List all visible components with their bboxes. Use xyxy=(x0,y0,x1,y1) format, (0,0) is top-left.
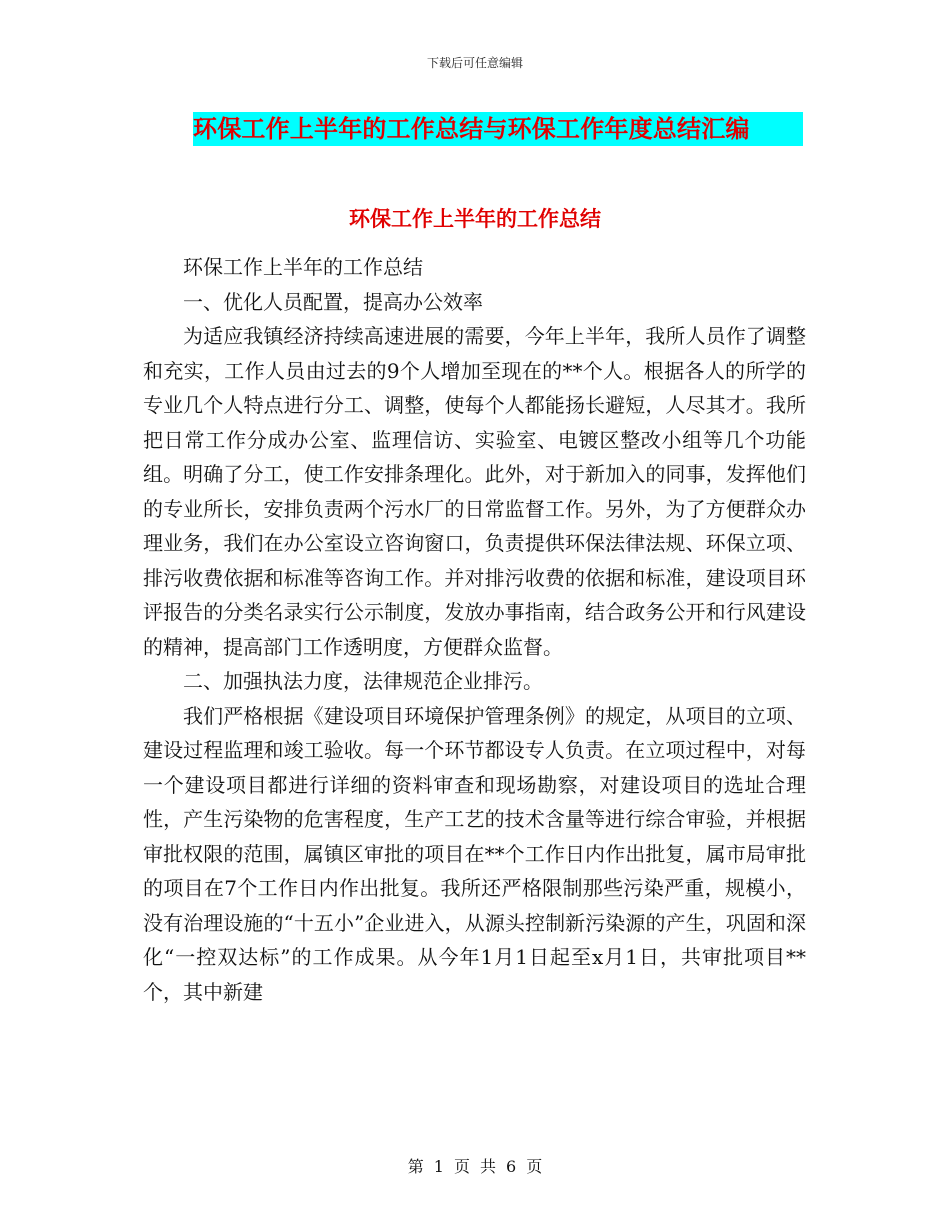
paragraph-section-2: 二、加强执法力度，法律规范企业排污。 xyxy=(183,669,543,693)
footer-total-prefix: 共 xyxy=(480,1157,497,1176)
paragraph-heading: 环保工作上半年的工作总结 xyxy=(183,255,423,279)
section-title: 环保工作上半年的工作总结 xyxy=(349,206,601,231)
header-note: 下载后可任意编辑 xyxy=(426,56,523,70)
footer-page-unit: 页 xyxy=(453,1157,470,1176)
page-footer xyxy=(0,1154,950,1177)
footer-prefix: 第 xyxy=(407,1157,424,1176)
paragraph-body-1: 为适应我镇经济持续高速进展的需要，今年上半年，我所人员作了调整和充实，工作人员由过去的9个人增加至现在的**个人。根据各人的所学的专业几个人特点进行分工、调整，使每个人都能扬长避短，人尽其才。我所把日常工作分成办公室、监理信访、实验室、电镀区整改小组等几个功能组。明确了分工，使工作安排条理化。此外，对于新加入的同事，发挥他们的专业所长，安排负责两个污水厂的日常监督工作。另外，为了方便群众办理业务，我们在办公室设立咨询窗口，负责提供环保法律法规、环保立项、排污收费依据和标准等咨询工作。并对排污收费的依据和标准，建设项目环评报告的分类名录实行公示制度，发放办事指南，结合政务公开和行风建设的精神，提高部门工作透明度，方便群众监督。 xyxy=(143,324,806,659)
footer-total-unit: 页 xyxy=(526,1157,543,1176)
page-number: 1 xyxy=(433,1157,444,1176)
paragraph-body-2: 我们严格根据《建设项目环境保护管理条例》的规定，从项目的立项、建设过程监理和竣工验收。每一个环节都设专人负责。在立项过程中，对每一个建设项目都进行详细的资料审查和现场勘察，对建设项目的选址合理性，产生污染物的危害程度，生产工艺的技术含量等进行综合审验，并根据审批权限的范围，属镇区审批的项目在**个工作日内作出批复，属市局审批的项目在7个工作日内作出批复。我所还严格限制那些污染严重，规模小，没有治理设施的“十五小”企业进入，从源头控制新污染源的产生，巩固和深化“一控双达标”的工作成果。从今年1月1日起至x月1日，共审批项目**个，其中新建 xyxy=(143,703,806,1004)
document-body xyxy=(143,250,806,1009)
document-main-title: 环保工作上半年的工作总结与环保工作年度总结汇编 xyxy=(193,112,803,146)
paragraph-section-1: 一、优化人员配置，提高办公效率 xyxy=(183,289,483,314)
total-pages: 6 xyxy=(506,1157,517,1176)
